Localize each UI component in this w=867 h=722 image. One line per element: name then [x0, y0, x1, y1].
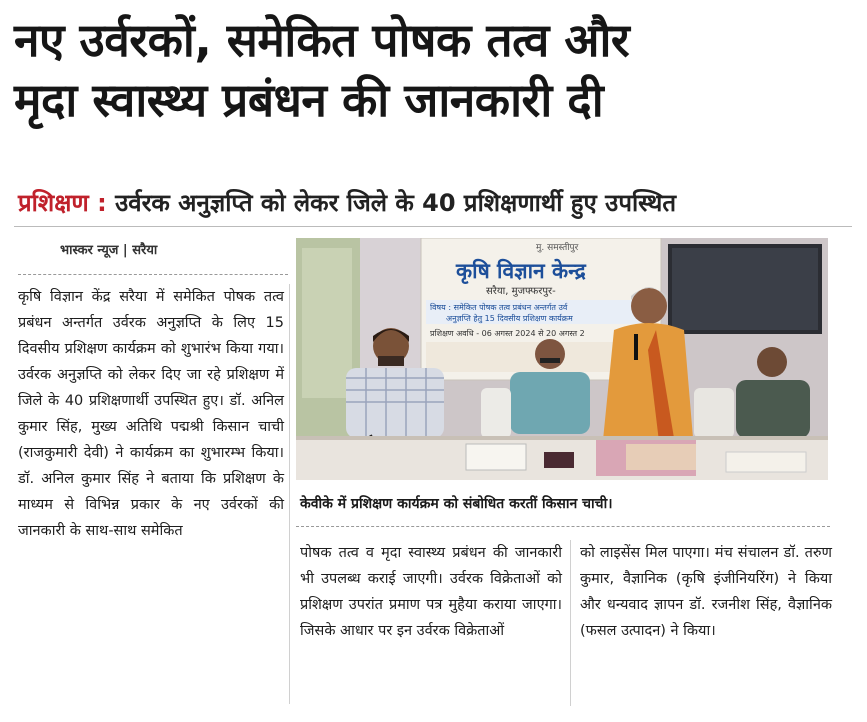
article-column-1: कृषि विज्ञान केंद्र सरैया में समेकित पोषक तत्व प्रबंधन अन्तर्गत उर्वरक अनुज्ञप्ति के लिए 15 दिवसीय प्रशिक्षण कार्यक्रम को शुभारंभ किया गया। उर्वरक अनुज्ञप्ति को लेकर दिए जा रहे प्रशिक्षण में जिले के 40 प्रशिक्षणार्थी उपस्थित हुए। डॉ. अनिल कुमार सिंह, मुख्य अतिथि पद्मश्री किसान चाची (राजकुमारी देवी) ने कार्यक्रम का शुभारम्भ किया। डॉ. अनिल कुमार सिंह ने बताया कि प्रशिक्षण के माध्यम से विभिन्न प्रकार के नए उर्वरकों की जानकारी के साथ-साथ समेकित: [18, 289, 284, 539]
subhead-text: उर्वरक अनुज्ञप्ति को लेकर जिले के 40 प्रशिक्षणार्थी हुए उपस्थित: [106, 189, 677, 217]
banner-line-1: विषय : समेकित पोषक तत्व प्रबंधन अन्तर्गत उर्व: [430, 303, 568, 312]
byline-divider: [18, 274, 288, 275]
banner-top: मु. समस्तीपुर: [536, 243, 579, 253]
headline-line-1: नए उर्वरकों, समेकित पोषक तत्व और: [14, 13, 630, 67]
subheadline: [18, 186, 858, 220]
banner-sub: सरैया, मुजफ्फरपुर-: [486, 286, 556, 297]
person-2: [510, 372, 590, 434]
banner-title: कृषि विज्ञान केन्द्र: [456, 259, 586, 283]
banner-line-2: अनुज्ञप्ति हेतु 15 दिवसीय प्रशिक्षण कार्यक्रम: [446, 314, 573, 323]
subhead-kicker: प्रशिक्षण :: [18, 189, 107, 217]
column-divider-1: [289, 284, 290, 704]
headline: [14, 10, 854, 130]
photo-caption: केवीके में प्रशिक्षण कार्यक्रम को संबोधित करतीं किसान चाची।: [300, 496, 613, 512]
caption-divider: [296, 526, 830, 527]
byline: भास्कर न्यूज | सरैया: [60, 243, 158, 258]
article-column-2: पोषक तत्व व मृदा स्वास्थ्य प्रबंधन की जानकारी भी उपलब्ध कराई जाएगी। उर्वरक विक्रेताओं को प्रशिक्षण उपरांत प्रमाण पत्र मुहैया कराया जाएगा। जिसके आधार पर इन उर्वरक विक्रेताओं: [300, 545, 562, 639]
person-4: [736, 380, 810, 438]
column-divider-2: [570, 540, 571, 706]
top-divider: [14, 226, 852, 227]
banner-line-3: प्रशिक्षण अवधि - 06 अगस्त 2024 से 20 अगस्त 2: [430, 329, 585, 338]
article-column-3: को लाइसेंस मिल पाएगा। मंच संचालन डॉ. तरुण कुमार, वैज्ञानिक (कृषि इंजीनियरिंग) ने किया और धन्यवाद ज्ञापन डॉ. रजनीश सिंह, वैज्ञानिक (फसल उत्पादन) ने किया।: [580, 545, 832, 639]
event-photo: [296, 238, 828, 480]
headline-line-2: मृदा स्वास्थ्य प्रबंधन की जानकारी दी: [14, 73, 604, 127]
person-3: [602, 323, 694, 450]
